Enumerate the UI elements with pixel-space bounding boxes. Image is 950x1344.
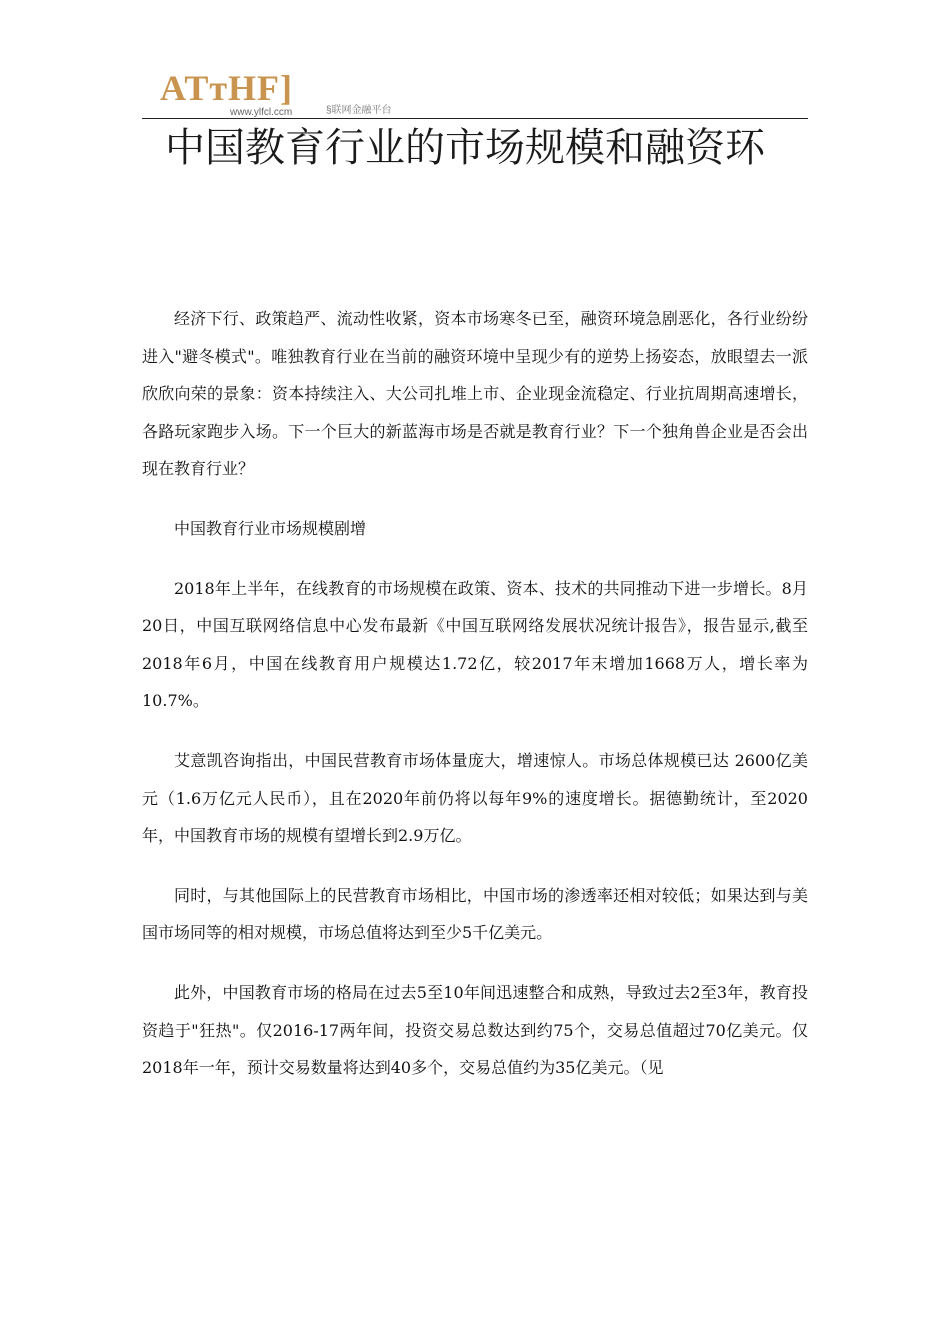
logo-wordmark: ATтHF] bbox=[160, 68, 294, 108]
document-body bbox=[142, 300, 808, 1109]
logo-tagline: §联网金融平台 bbox=[326, 105, 392, 116]
paragraph-intro: 经济下行、政策趋严、流动性收紧，资本市场寒冬已至，融资环境急剧恶化，各行业纷纷进入"避冬模式"。唯独教育行业在当前的融资环境中呈现少有的逆势上扬姿态，放眼望去一派欣欣向荣的景象：资本持续注入、大公司扎堆上市、企业现金流稳定、行业抗周期高速增长，各路玩家跑步入场。下一个巨大的新蓝海市场是否就是教育行业？下一个独角兽企业是否会出现在教育行业？ bbox=[142, 309, 808, 479]
header-divider bbox=[142, 118, 808, 119]
paragraph-penetration: 同时，与其他国际上的民营教育市场相比，中国市场的渗透率还相对较低；如果达到与美国市场同等的相对规模，市场总值将达到至少5千亿美元。 bbox=[142, 885, 808, 943]
paragraph-market-size: 艾意凯咨询指出，中国民营教育市场体量庞大，增速惊人。市场总体规模已达 2600亿美元（1.6万亿元人民币），且在2020年前仍将以每年9%的速度增长。据德勤统计，至2020年，中国教育市场的规模有望增长到2.9万亿。 bbox=[142, 750, 808, 846]
logo bbox=[160, 68, 430, 120]
logo-url: www.ylfcl.ccm bbox=[230, 107, 293, 118]
paragraph-investment: 此外，中国教育市场的格局在过去5至10年间迅速整合和成熟，导致过去2至3年，教育投资趋于"狂热"。仅2016-17两年间，投资交易总数达到约75个，交易总值超过70亿美元。仅2018年一年，预计交易数量将达到40多个，交易总值约为35亿美元。（见 bbox=[142, 982, 808, 1078]
section-heading: 中国教育行业市场规模剧增 bbox=[174, 518, 367, 538]
paragraph-online-education: 2018年上半年，在线教育的市场规模在政策、资本、技术的共同推动下进一步增长。8月20日，中国互联网络信息中心发布最新《中国互联网络发展状况统计报告》，报告显示,截至2018年6月，中国在线教育用户规模达1.72亿，较2017年末增加1668万人，增长率为10.7%。 bbox=[142, 578, 808, 711]
document-title: 中国教育行业的市场规模和融资环 bbox=[165, 125, 765, 171]
